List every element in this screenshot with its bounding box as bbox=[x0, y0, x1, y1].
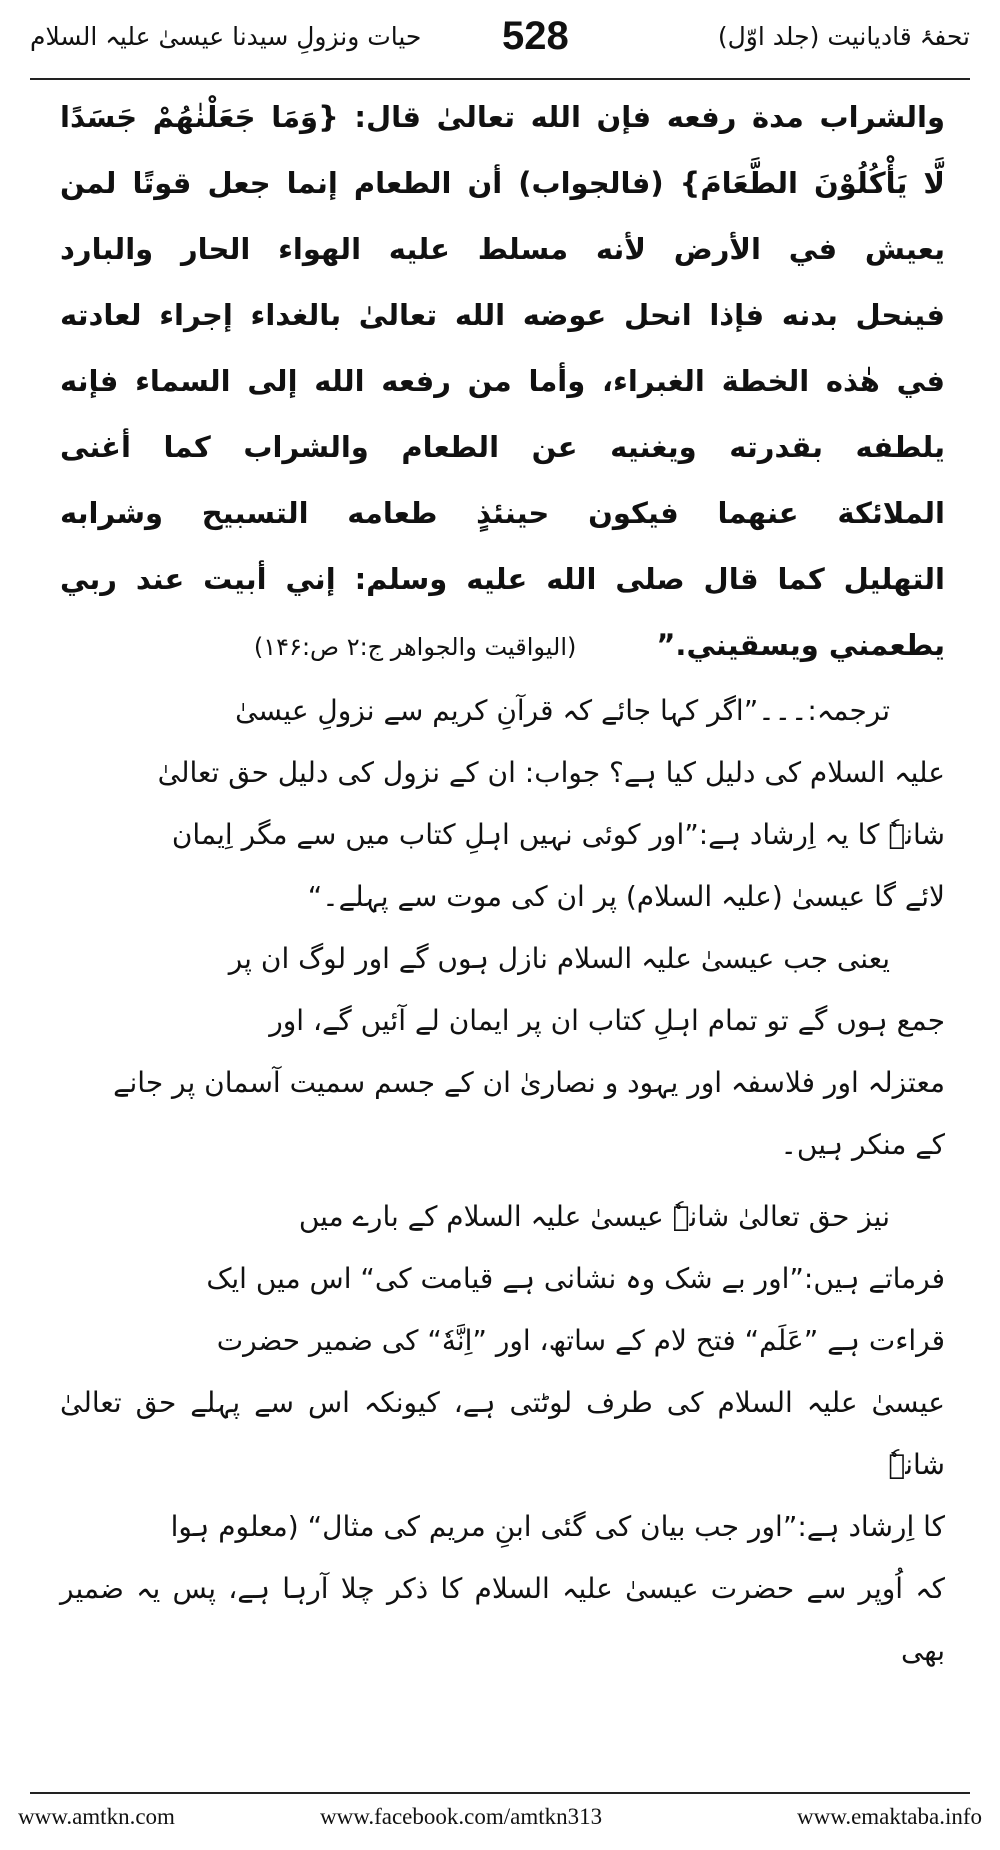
arabic-line: لَّا يَأْكُلُوْنَ الطَّعَامَ} (فالجواب) أن الطعام إنما جعل قوتًا لمن bbox=[60, 166, 945, 200]
source-reference: (اليواقيت والجواهر ج:۲ ص:۱۴۶) bbox=[253, 633, 577, 661]
urdu-line: فرماتے ہیں:”اور بے شک وہ نشانی ہے قیامت کی“ اس میں ایک bbox=[206, 1262, 945, 1295]
urdu-line: عیسیٰ علیہ السلام کی طرف لوٹتی ہے، کیونکہ اس سے پہلے حق تعالیٰ شانہٗ bbox=[60, 1386, 945, 1481]
urdu-line: علیہ السلام کی دلیل کیا ہے؟ جواب: ان کے نزول کی دلیل حق تعالیٰ bbox=[157, 756, 945, 789]
arabic-last-line bbox=[60, 612, 945, 680]
chapter-title: حیات ونزولِ سیدنا عیسیٰ علیہ السلام bbox=[30, 22, 422, 51]
page-header bbox=[30, 14, 970, 74]
urdu-translation bbox=[60, 680, 945, 1682]
footer-divider bbox=[30, 1792, 970, 1794]
footer-link-facebook[interactable]: www.facebook.com/amtkn313 bbox=[320, 1804, 603, 1829]
arabic-line: فينحل بدنه فإذا انحل عوضه الله تعالىٰ بالغداء إجراء لعادته bbox=[60, 298, 945, 332]
urdu-line: نیز حق تعالیٰ شانہٗ عیسیٰ علیہ السلام کے بارے میں bbox=[298, 1200, 890, 1233]
urdu-line: کہ اُوپر سے حضرت عیسیٰ علیہ السلام کا ذکر چلا آرہا ہے، پس یہ ضمیر بھی bbox=[60, 1572, 945, 1667]
urdu-line: جمع ہوں گے تو تمام اہلِ کتاب ان پر ایمان لے آئیں گے، اور bbox=[269, 1004, 945, 1037]
arabic-line: الملائكة عنهما فيكون حينئذٍ طعامه التسبيح وشرابه bbox=[60, 496, 945, 530]
arabic-line: والشراب مدة رفعه فإن الله تعالىٰ قال: {وَمَا جَعَلْنٰهُمْ جَسَدًا bbox=[60, 100, 945, 134]
urdu-line: کے منکر ہیں۔ bbox=[780, 1128, 945, 1161]
book-title: تحفۂ قادیانیت (جلد اوّل) bbox=[717, 22, 970, 51]
urdu-line: یعنی جب عیسیٰ علیہ السلام نازل ہوں گے اور لوگ ان پر bbox=[228, 942, 890, 975]
page-body bbox=[60, 84, 945, 1784]
urdu-line: شانہٗ کا یہ اِرشاد ہے:”اور کوئی نہیں اہلِ کتاب میں سے مگر اِیمان bbox=[171, 818, 945, 851]
arabic-line: يطعمني ويسقيني.” bbox=[656, 628, 945, 662]
footer-link-emaktaba[interactable]: www.emaktaba.info bbox=[797, 1804, 982, 1829]
arabic-line: في هٰذه الخطة الغبراء، وأما من رفعه الله إلى السماء فإنه bbox=[60, 364, 945, 398]
urdu-line: لائے گا عیسیٰ (علیہ السلام) پر ان کی موت سے پہلے۔“ bbox=[307, 880, 945, 913]
header-divider bbox=[30, 78, 970, 80]
page-number: 528 bbox=[502, 14, 569, 58]
arabic-line: يلطفه بقدرته ويغنيه عن الطعام والشراب كما أغنى bbox=[60, 430, 945, 464]
footer-link-amtkn[interactable]: www.amtkn.com bbox=[18, 1804, 175, 1829]
page-footer bbox=[18, 1800, 982, 1840]
arabic-passage bbox=[60, 84, 945, 680]
urdu-line: قراءت ہے ”عَلَم“ فتح لام کے ساتھ، اور ”اِنَّهٗ“ کی ضمیر حضرت bbox=[216, 1324, 945, 1357]
arabic-line: التهليل كما قال صلى الله عليه وسلم: إني أبيت عند ربي bbox=[60, 562, 945, 596]
paragraph-gap bbox=[60, 1176, 945, 1186]
urdu-line: کا اِرشاد ہے:”اور جب بیان کی گئی ابنِ مریم کی مثال“ (معلوم ہوا bbox=[170, 1510, 945, 1543]
urdu-line: معتزلہ اور فلاسفہ اور یہود و نصاریٰ ان کے جسم سمیت آسمان پر جانے bbox=[113, 1066, 945, 1099]
urdu-line: ترجمہ:۔۔۔”اگر کہا جائے کہ قرآنِ کریم سے نزولِ عیسیٰ bbox=[235, 694, 890, 727]
arabic-line: يعيش في الأرض لأنه مسلط عليه الهواء الحار والبارد bbox=[60, 232, 945, 266]
